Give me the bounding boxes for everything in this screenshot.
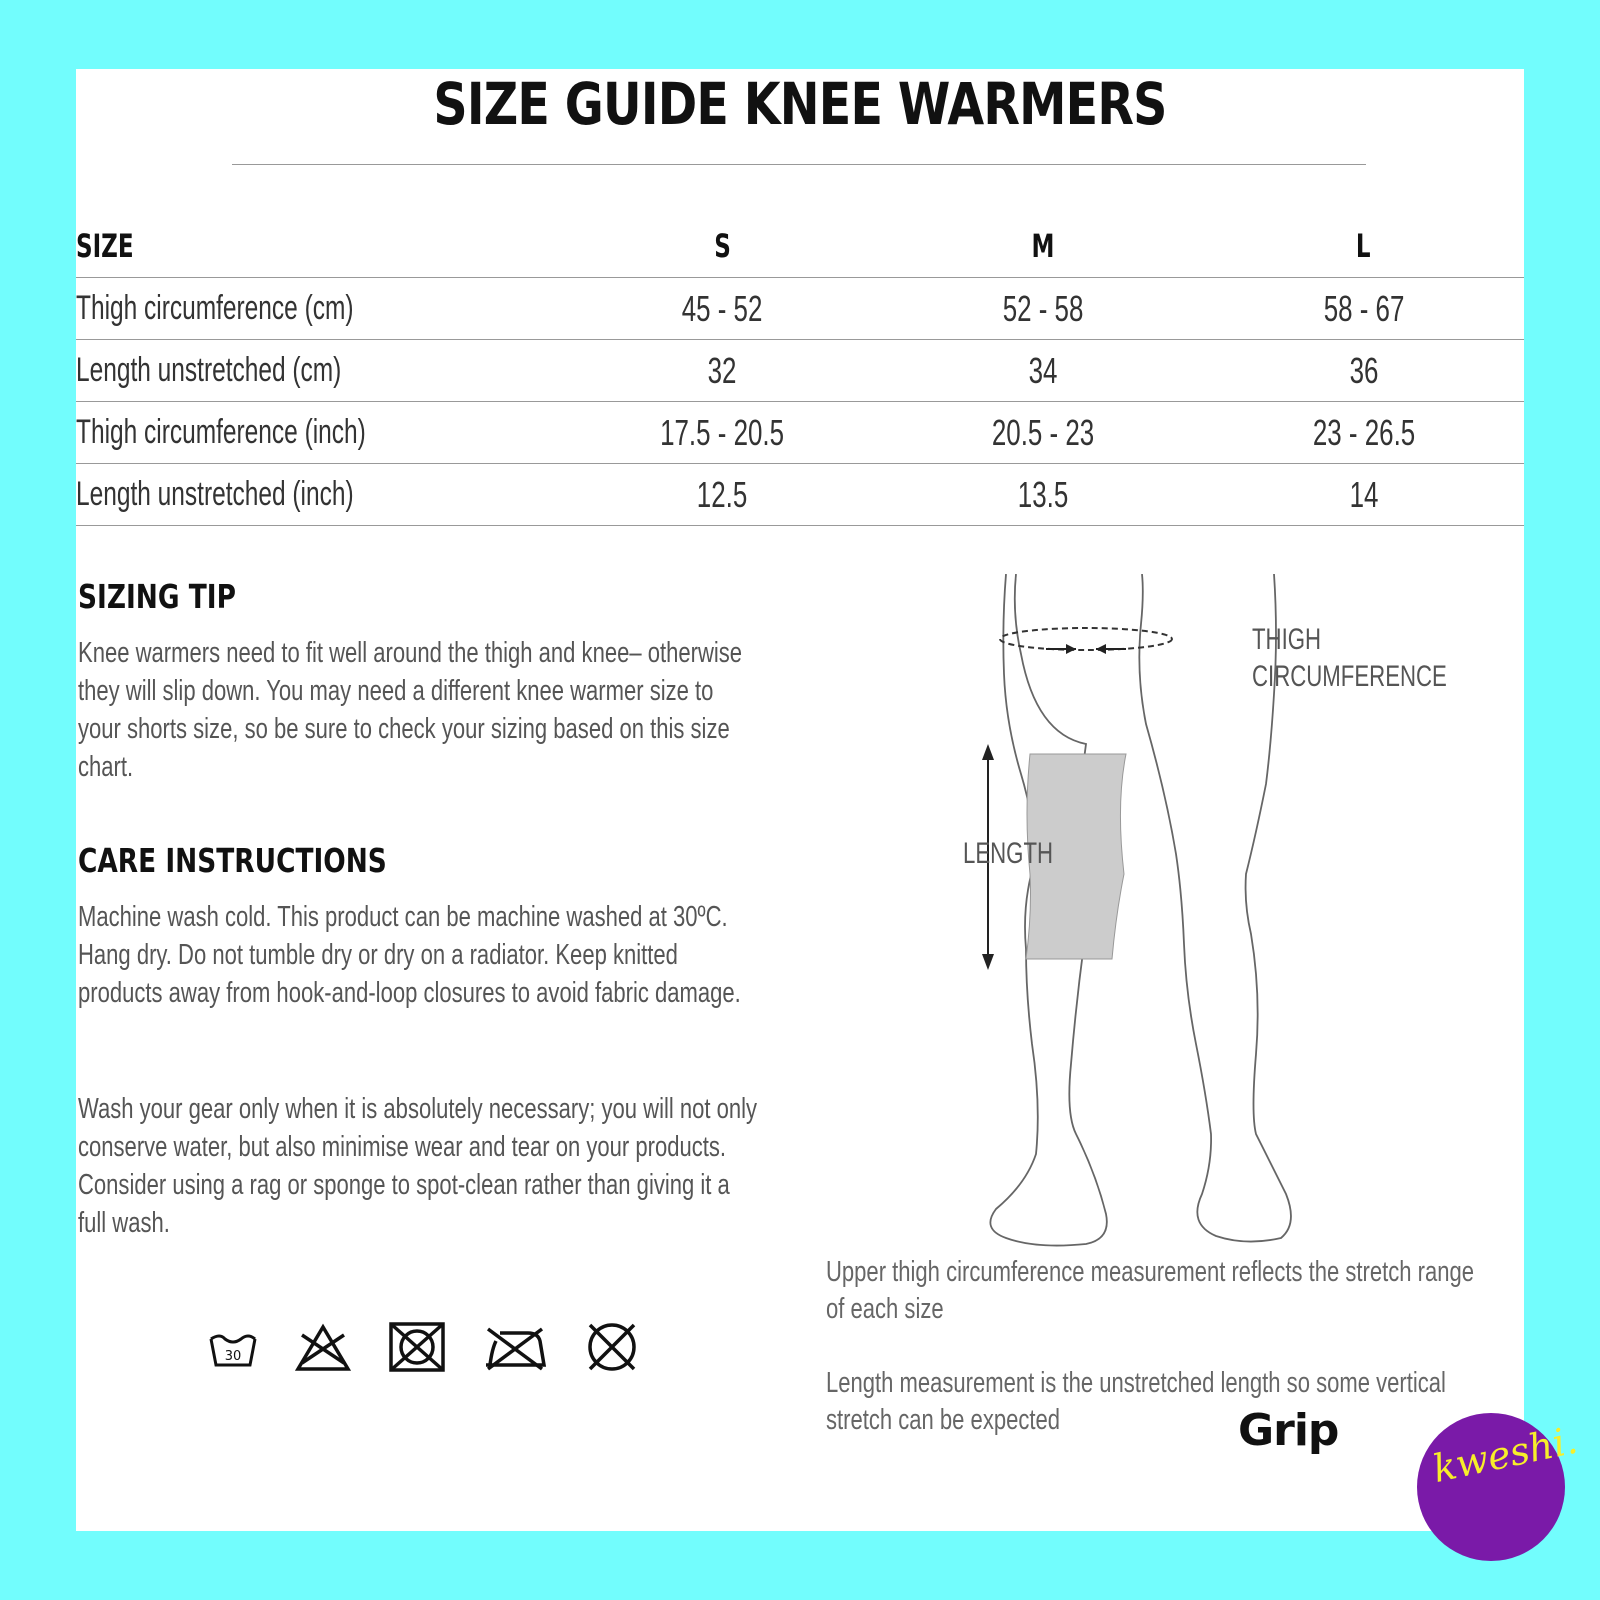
size-guide-card xyxy=(76,69,1524,1531)
row-label: Length unstretched (inch) xyxy=(76,475,354,513)
cell-value: 13.5 xyxy=(1017,473,1069,515)
cell-value: 14 xyxy=(1349,473,1379,515)
cell-value: 34 xyxy=(1028,349,1058,391)
thigh-label-line2: CIRCUMFERENCE xyxy=(1252,660,1447,693)
no-bleach-icon xyxy=(294,1323,352,1373)
size-header: SIZE xyxy=(76,227,134,265)
kweshi-badge-text: kweshi. xyxy=(1429,1417,1582,1492)
table-row xyxy=(76,402,1524,464)
table-row xyxy=(76,340,1524,402)
cell-value: 20.5 - 23 xyxy=(991,411,1095,453)
size-l-header: L xyxy=(1356,227,1372,265)
page-title: SIZE GUIDE KNEE WARMERS xyxy=(433,70,1167,138)
length-label: LENGTH xyxy=(963,837,1054,870)
row-label: Length unstretched (cm) xyxy=(76,351,342,389)
cell-value: 36 xyxy=(1349,349,1379,391)
cell-value: 52 - 58 xyxy=(1002,287,1084,329)
cell-value: 58 - 67 xyxy=(1323,287,1405,329)
row-label: Thigh circumference (cm) xyxy=(76,289,354,327)
no-dry-clean-icon xyxy=(584,1319,640,1375)
title-divider xyxy=(232,164,1366,165)
no-iron-icon xyxy=(482,1323,548,1373)
table-row xyxy=(76,278,1524,340)
cell-value: 17.5 - 20.5 xyxy=(660,411,785,453)
length-note: Length measurement is the unstretched length so some vertical stretch can be expected xyxy=(826,1367,1446,1436)
cell-value: 12.5 xyxy=(697,473,748,515)
size-table xyxy=(76,215,1524,526)
cell-value: 23 - 26.5 xyxy=(1312,411,1415,453)
size-m-header: M xyxy=(1031,227,1055,265)
thigh-note: Upper thigh circumference measurement reflects the stretch range of each size xyxy=(826,1256,1475,1325)
table-row xyxy=(76,464,1524,526)
size-s-header: S xyxy=(714,227,731,265)
cell-value: 32 xyxy=(707,349,737,391)
wash-30-icon xyxy=(208,1331,258,1371)
care-wash-advice-text: Wash your gear only when it is absolutely necessary; you will not only conserve water, but also minimise wear and tear on your products. Consider using a rag or sponge to spot-clean rather than giving it a full wash. xyxy=(78,1093,758,1239)
thigh-label-line1: THIGH xyxy=(1252,623,1322,656)
care-instructions-heading: CARE INSTRUCTIONS xyxy=(78,841,387,880)
row-label: Thigh circumference (inch) xyxy=(76,413,366,451)
cell-value: 45 - 52 xyxy=(682,287,763,329)
wash-temperature: 30 xyxy=(224,1349,242,1364)
sizing-tip-heading: SIZING TIP xyxy=(78,577,236,616)
table-header-row xyxy=(76,215,1524,278)
care-instructions-text: Machine wash cold. This product can be machine washed at 30ºC. Hang dry. Do not tumble dry or dry on a radiator. Keep knitted products away from hook-and-loop closures to avoid fabric damage. xyxy=(78,901,741,1009)
brand-logo: Grip xyxy=(1238,1405,1339,1456)
sizing-tip-text: Knee warmers need to fit well around the thigh and knee– otherwise they will slip down. You may need a different knee warmer size to your shorts size, so be sure to check your sizing based on this size chart. xyxy=(78,637,743,783)
no-tumble-dry-icon xyxy=(388,1321,446,1373)
